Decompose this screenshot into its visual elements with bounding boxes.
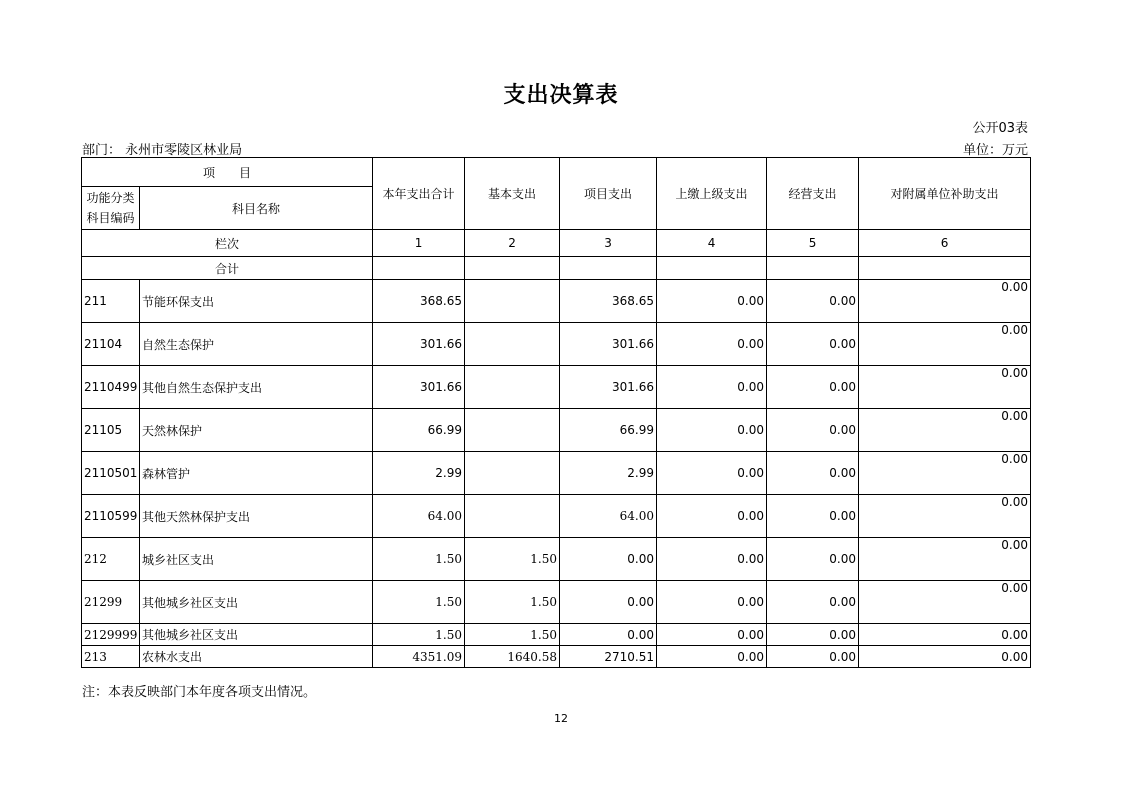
table-row <box>82 366 1031 409</box>
table-row <box>82 452 1031 495</box>
project-expenditure-cell: 0.00 <box>560 538 657 581</box>
upper-payment-cell: 0.00 <box>657 280 767 323</box>
table-row <box>82 409 1031 452</box>
upper-payment-cell: 0.00 <box>657 538 767 581</box>
subject-name-cell: 森林管护 <box>140 452 373 495</box>
col-number: 4 <box>657 230 767 257</box>
subject-code-cell: 21299 <box>82 581 140 624</box>
total-cell <box>767 257 859 280</box>
col-header-project: 项目支出 <box>560 158 657 230</box>
operating-expenditure-cell: 0.00 <box>767 538 859 581</box>
upper-payment-cell: 0.00 <box>657 323 767 366</box>
form-number: 公开03表 <box>972 121 1028 136</box>
footnote: 注：本表反映部门本年度各项支出情况。 <box>82 685 317 700</box>
project-expenditure-cell: 368.65 <box>560 280 657 323</box>
basic-expenditure-cell <box>465 323 560 366</box>
basic-expenditure-cell <box>465 409 560 452</box>
subsidy-expenditure-cell: 0.00 <box>859 323 1031 366</box>
total-expenditure-cell: 64.00 <box>373 495 465 538</box>
subject-name-header: 科目名称 <box>140 187 373 230</box>
subsidy-expenditure-cell: 0.00 <box>859 495 1031 538</box>
item-header: 项 目 <box>82 158 373 187</box>
total-cell <box>859 257 1031 280</box>
upper-payment-cell: 0.00 <box>657 495 767 538</box>
upper-payment-cell: 0.00 <box>657 646 767 668</box>
total-label: 合计 <box>82 257 373 280</box>
project-expenditure-cell: 0.00 <box>560 624 657 646</box>
total-expenditure-cell: 368.65 <box>373 280 465 323</box>
table-row <box>82 495 1031 538</box>
total-expenditure-cell: 4351.09 <box>373 646 465 668</box>
upper-payment-cell: 0.00 <box>657 581 767 624</box>
table-row <box>82 280 1031 323</box>
subject-name-cell: 农林水支出 <box>140 646 373 668</box>
upper-payment-cell: 0.00 <box>657 624 767 646</box>
upper-payment-cell: 0.00 <box>657 452 767 495</box>
col-header-subsidy: 对附属单位补助支出 <box>859 158 1031 230</box>
total-expenditure-cell: 2.99 <box>373 452 465 495</box>
subject-code-cell: 2110501 <box>82 452 140 495</box>
subject-code-cell: 212 <box>82 538 140 581</box>
col-number: 6 <box>859 230 1031 257</box>
col-header-basic: 基本支出 <box>465 158 560 230</box>
operating-expenditure-cell: 0.00 <box>767 323 859 366</box>
col-header-operating: 经营支出 <box>767 158 859 230</box>
operating-expenditure-cell: 0.00 <box>767 280 859 323</box>
project-expenditure-cell: 2.99 <box>560 452 657 495</box>
col-number: 3 <box>560 230 657 257</box>
table-row <box>82 624 1031 646</box>
subject-code-cell: 21105 <box>82 409 140 452</box>
basic-expenditure-cell: 1640.58 <box>465 646 560 668</box>
project-expenditure-cell: 64.00 <box>560 495 657 538</box>
total-expenditure-cell: 301.66 <box>373 366 465 409</box>
subject-code-cell: 2110599 <box>82 495 140 538</box>
operating-expenditure-cell: 0.00 <box>767 366 859 409</box>
col-header-upper: 上缴上级支出 <box>657 158 767 230</box>
subject-name-cell: 其他天然林保护支出 <box>140 495 373 538</box>
page-title: 支出决算表 <box>503 82 619 108</box>
project-expenditure-cell: 0.00 <box>560 581 657 624</box>
subject-name-cell: 其他自然生态保护支出 <box>140 366 373 409</box>
subject-code-cell: 213 <box>82 646 140 668</box>
total-expenditure-cell: 66.99 <box>373 409 465 452</box>
subsidy-expenditure-cell: 0.00 <box>859 409 1031 452</box>
operating-expenditure-cell: 0.00 <box>767 624 859 646</box>
table-row <box>82 581 1031 624</box>
table-row <box>82 323 1031 366</box>
project-expenditure-cell: 301.66 <box>560 366 657 409</box>
table-row <box>82 646 1031 668</box>
department-label: 部门： 永州市零陵区林业局 <box>82 143 243 158</box>
col-number: 2 <box>465 230 560 257</box>
subsidy-expenditure-cell: 0.00 <box>859 280 1031 323</box>
operating-expenditure-cell: 0.00 <box>767 409 859 452</box>
subject-name-cell: 其他城乡社区支出 <box>140 581 373 624</box>
basic-expenditure-cell: 1.50 <box>465 538 560 581</box>
basic-expenditure-cell: 1.50 <box>465 581 560 624</box>
subject-name-cell: 自然生态保护 <box>140 323 373 366</box>
subject-name-cell: 节能环保支出 <box>140 280 373 323</box>
lanci-label: 栏次 <box>82 230 373 257</box>
total-expenditure-cell: 1.50 <box>373 538 465 581</box>
subject-name-cell: 城乡社区支出 <box>140 538 373 581</box>
total-cell <box>373 257 465 280</box>
basic-expenditure-cell <box>465 280 560 323</box>
basic-expenditure-cell <box>465 366 560 409</box>
upper-payment-cell: 0.00 <box>657 409 767 452</box>
total-expenditure-cell: 1.50 <box>373 624 465 646</box>
total-cell <box>560 257 657 280</box>
basic-expenditure-cell <box>465 495 560 538</box>
subsidy-expenditure-cell: 0.00 <box>859 538 1031 581</box>
operating-expenditure-cell: 0.00 <box>767 452 859 495</box>
total-expenditure-cell: 1.50 <box>373 581 465 624</box>
operating-expenditure-cell: 0.00 <box>767 646 859 668</box>
basic-expenditure-cell <box>465 452 560 495</box>
upper-payment-cell: 0.00 <box>657 366 767 409</box>
total-cell <box>657 257 767 280</box>
page-number: 12 <box>554 712 568 725</box>
col-number: 5 <box>767 230 859 257</box>
expenditure-table <box>81 157 1031 668</box>
subject-code-cell: 211 <box>82 280 140 323</box>
col-header-total: 本年支出合计 <box>373 158 465 230</box>
subject-code-cell: 21104 <box>82 323 140 366</box>
operating-expenditure-cell: 0.00 <box>767 581 859 624</box>
subsidy-expenditure-cell: 0.00 <box>859 581 1031 624</box>
subject-code-cell: 2129999 <box>82 624 140 646</box>
basic-expenditure-cell: 1.50 <box>465 624 560 646</box>
total-expenditure-cell: 301.66 <box>373 323 465 366</box>
subject-code-cell: 2110499 <box>82 366 140 409</box>
subject-name-cell: 其他城乡社区支出 <box>140 624 373 646</box>
unit-label: 单位：万元 <box>962 143 1028 158</box>
operating-expenditure-cell: 0.00 <box>767 495 859 538</box>
total-cell <box>465 257 560 280</box>
subsidy-expenditure-cell: 0.00 <box>859 646 1031 668</box>
subsidy-expenditure-cell: 0.00 <box>859 624 1031 646</box>
project-expenditure-cell: 2710.51 <box>560 646 657 668</box>
func-code-header: 功能分类科目编码 <box>82 187 140 230</box>
project-expenditure-cell: 301.66 <box>560 323 657 366</box>
subject-name-cell: 天然林保护 <box>140 409 373 452</box>
table-row <box>82 538 1031 581</box>
project-expenditure-cell: 66.99 <box>560 409 657 452</box>
subsidy-expenditure-cell: 0.00 <box>859 366 1031 409</box>
subsidy-expenditure-cell: 0.00 <box>859 452 1031 495</box>
col-number: 1 <box>373 230 465 257</box>
